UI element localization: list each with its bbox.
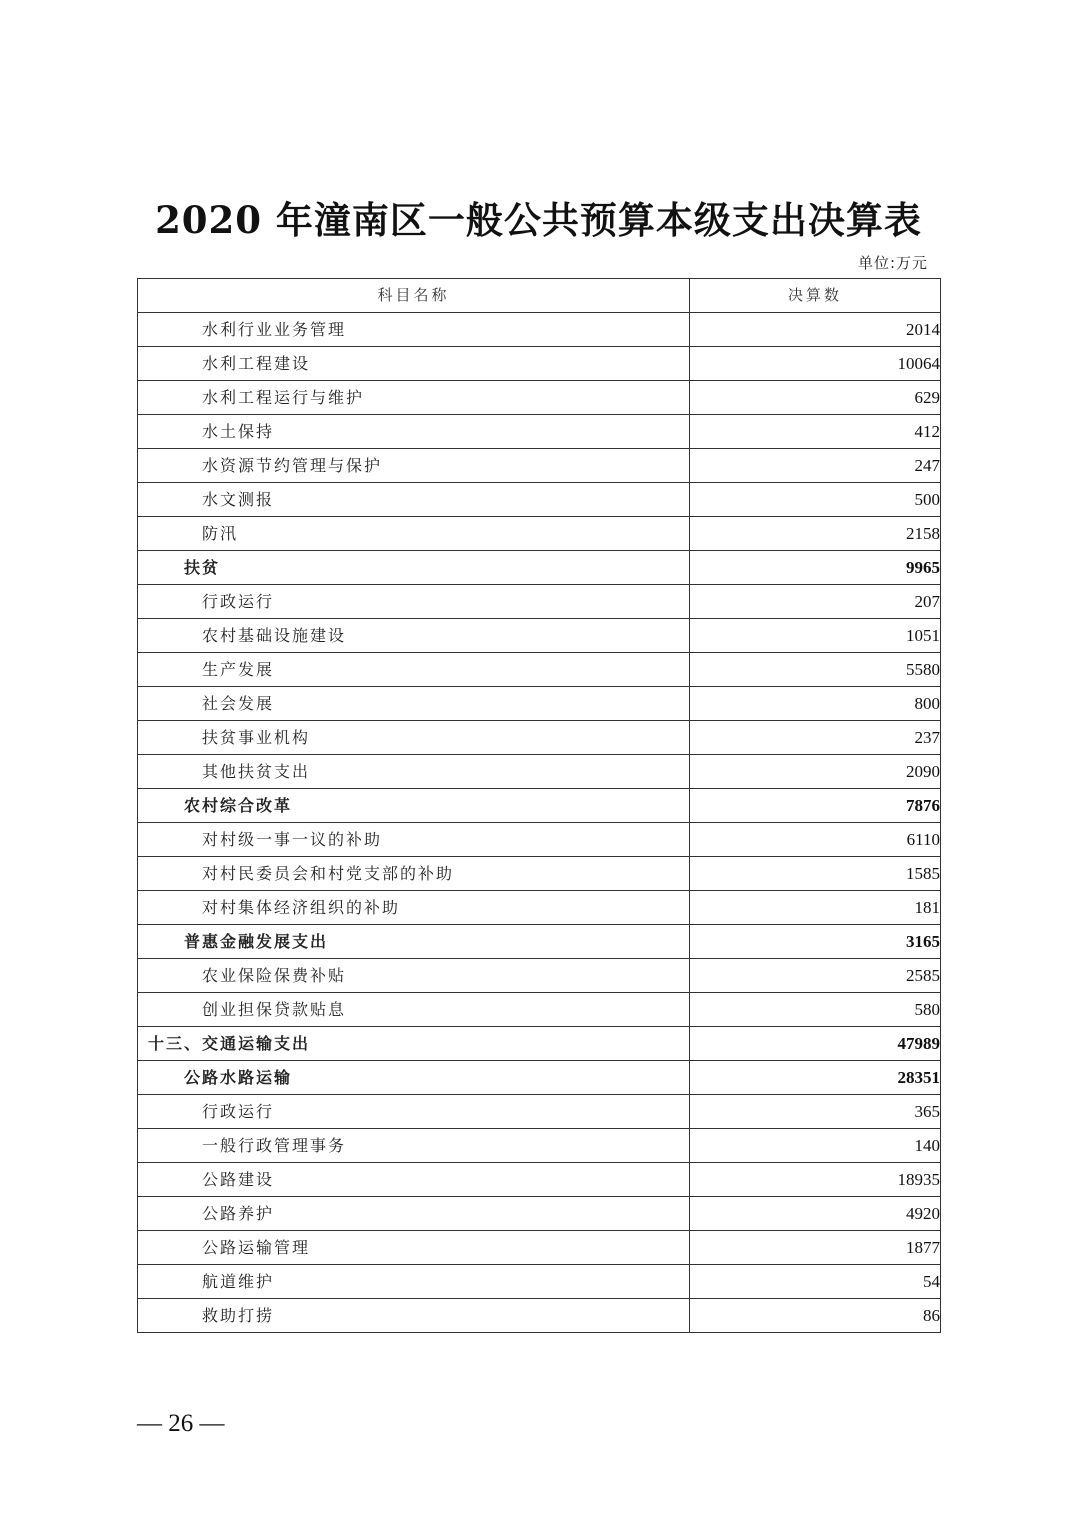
table-row: [138, 1095, 941, 1129]
row-item-value: 412: [690, 415, 941, 449]
table-row: [138, 1265, 941, 1299]
row-item-name: 公路水路运输: [138, 1061, 690, 1095]
row-item-value: 181: [690, 891, 941, 925]
page-title: 2020 年潼南区一般公共预算本级支出决算表: [155, 198, 922, 242]
row-item-value: 28351: [690, 1061, 941, 1095]
row-item-name: 行政运行: [138, 1095, 690, 1129]
table-row: [138, 1299, 941, 1333]
row-item-value: 365: [690, 1095, 941, 1129]
table-row: [138, 925, 941, 959]
row-item-value: 237: [690, 721, 941, 755]
row-item-name: 扶贫事业机构: [138, 721, 690, 755]
table-row: [138, 381, 941, 415]
row-item-name: 农业保险保费补贴: [138, 959, 690, 993]
table-row: [138, 653, 941, 687]
row-item-name: 社会发展: [138, 687, 690, 721]
row-item-name: 水利行业业务管理: [138, 313, 690, 347]
row-item-value: 2158: [690, 517, 941, 551]
table-row: [138, 551, 941, 585]
table-row: [138, 1129, 941, 1163]
table-row: [138, 449, 941, 483]
row-item-name: 水利工程建设: [138, 347, 690, 381]
row-item-value: 2090: [690, 755, 941, 789]
row-item-name: 航道维护: [138, 1265, 690, 1299]
table-row: [138, 1027, 941, 1061]
table-row: [138, 687, 941, 721]
row-item-name: 农村综合改革: [138, 789, 690, 823]
unit-label: 单位:万元: [857, 254, 928, 272]
row-item-value: 10064: [690, 347, 941, 381]
row-item-value: 140: [690, 1129, 941, 1163]
row-item-value: 580: [690, 993, 941, 1027]
row-item-value: 47989: [690, 1027, 941, 1061]
table-row: [138, 483, 941, 517]
table-row: [138, 721, 941, 755]
page-number: — 26 —: [137, 1410, 225, 1437]
row-item-value: 9965: [690, 551, 941, 585]
row-item-value: 2585: [690, 959, 941, 993]
row-item-name: 对村集体经济组织的补助: [138, 891, 690, 925]
table-row: [138, 789, 941, 823]
row-item-name: 对村民委员会和村党支部的补助: [138, 857, 690, 891]
row-item-name: 行政运行: [138, 585, 690, 619]
row-item-value: 54: [690, 1265, 941, 1299]
row-item-name: 扶贫: [138, 551, 690, 585]
row-item-name: 生产发展: [138, 653, 690, 687]
table-row: [138, 585, 941, 619]
table-row: [138, 823, 941, 857]
row-item-value: 2014: [690, 313, 941, 347]
budget-table: [137, 278, 941, 1333]
row-item-name: 十三、交通运输支出: [138, 1027, 690, 1061]
row-item-name: 普惠金融发展支出: [138, 925, 690, 959]
table-row: [138, 619, 941, 653]
row-item-value: 500: [690, 483, 941, 517]
row-item-name: 农村基础设施建设: [138, 619, 690, 653]
column-header-name: 科目名称: [138, 279, 690, 313]
table-row: [138, 857, 941, 891]
table-row: [138, 891, 941, 925]
row-item-name: 公路运输管理: [138, 1231, 690, 1265]
row-item-value: 7876: [690, 789, 941, 823]
row-item-name: 水土保持: [138, 415, 690, 449]
row-item-name: 对村级一事一议的补助: [138, 823, 690, 857]
table-row: [138, 347, 941, 381]
table-row: [138, 1061, 941, 1095]
table-row: [138, 1231, 941, 1265]
row-item-name: 公路建设: [138, 1163, 690, 1197]
row-item-name: 公路养护: [138, 1197, 690, 1231]
row-item-value: 1051: [690, 619, 941, 653]
row-item-name: 水资源节约管理与保护: [138, 449, 690, 483]
column-header-value: 决算数: [690, 279, 941, 313]
row-item-value: 86: [690, 1299, 941, 1333]
row-item-value: 629: [690, 381, 941, 415]
table-row: [138, 517, 941, 551]
row-item-name: 其他扶贫支出: [138, 755, 690, 789]
row-item-value: 207: [690, 585, 941, 619]
row-item-name: 救助打捞: [138, 1299, 690, 1333]
table-row: [138, 313, 941, 347]
row-item-name: 一般行政管理事务: [138, 1129, 690, 1163]
row-item-name: 防汛: [138, 517, 690, 551]
row-item-value: 5580: [690, 653, 941, 687]
row-item-value: 247: [690, 449, 941, 483]
row-item-value: 4920: [690, 1197, 941, 1231]
table-row: [138, 415, 941, 449]
table-row: [138, 1163, 941, 1197]
table-row: [138, 993, 941, 1027]
table-row: [138, 755, 941, 789]
table-body: [138, 313, 941, 1333]
row-item-value: 1877: [690, 1231, 941, 1265]
table-row: [138, 1197, 941, 1231]
row-item-value: 6110: [690, 823, 941, 857]
table-row: [138, 959, 941, 993]
row-item-value: 18935: [690, 1163, 941, 1197]
row-item-value: 1585: [690, 857, 941, 891]
row-item-value: 3165: [690, 925, 941, 959]
row-item-name: 水利工程运行与维护: [138, 381, 690, 415]
table-header-row: [138, 279, 941, 313]
row-item-name: 创业担保贷款贴息: [138, 993, 690, 1027]
row-item-name: 水文测报: [138, 483, 690, 517]
row-item-value: 800: [690, 687, 941, 721]
